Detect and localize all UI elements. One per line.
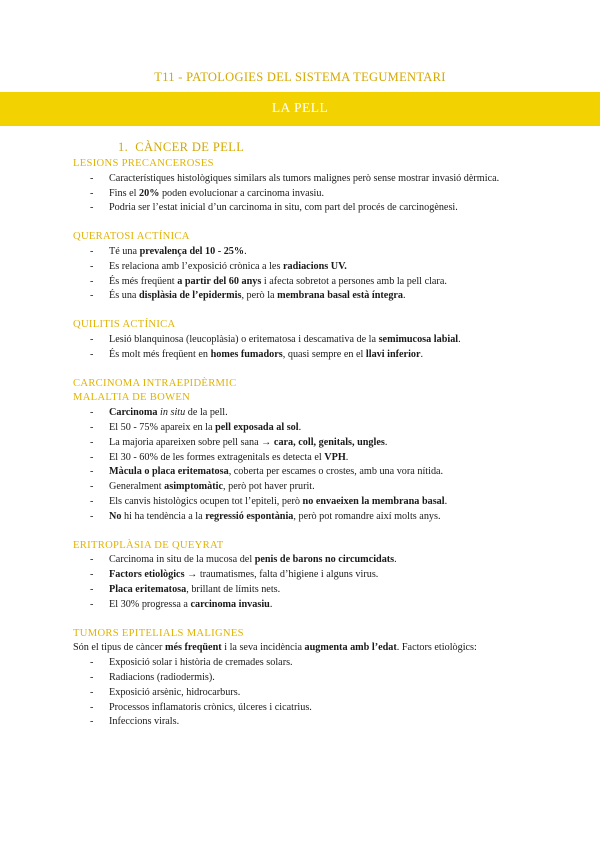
item-text: . <box>298 421 302 433</box>
item-italic: in situ <box>157 407 186 419</box>
item-text: . <box>444 495 448 507</box>
item-bold: displàsia de l’epidermis <box>139 290 242 302</box>
item-bold: penis de barons no circumcidats <box>254 554 395 566</box>
item-bold: asimptomàtic <box>164 481 224 493</box>
item-text: . <box>345 451 349 463</box>
list-item: - Fins el 20% poden evolucionar a carcinoma invasiu. <box>90 187 325 199</box>
item-bold: més freqüent <box>164 642 222 654</box>
item-text: Té una <box>109 245 140 257</box>
subheading-queratosi: QUERATOSI ACTÍNICA <box>73 231 190 243</box>
section-number: 1. <box>118 140 129 154</box>
subheading-tumors: TUMORS EPITELIALS MALIGNES <box>73 627 244 639</box>
list-item: - Generalment asimptomàtic, però pot haver prurit. <box>90 481 315 493</box>
item-text: , quasi sempre en el <box>282 348 366 360</box>
item-bold: Carcinoma <box>109 407 158 419</box>
item-text: La majoria apareixen sobre pell sana → <box>109 436 274 448</box>
item-bold: Factors etiològics <box>109 569 185 581</box>
list-item: - Es relaciona amb l’exposició crònica a les radiacions UV. <box>90 260 347 272</box>
list-item: - Característiques histològiques similars als tumors malignes però sense mostrar invasió dèrmica. <box>90 172 500 184</box>
item-bold: no envaeixen la membrana basal <box>302 495 445 507</box>
list-item: - És molt més freqüent en homes fumadors, quasi sempre en el llavi inferior. <box>90 348 424 360</box>
item-text: , coberta per escames o crostes, amb una vora nítida. <box>228 466 444 478</box>
list-item: - El 30 - 60% de les formes extragenitals es detecta el VPH. <box>90 451 349 463</box>
item-text: Radiacions (radiodermis). <box>109 671 215 683</box>
item-bold: homes fumadors <box>210 348 283 360</box>
item-text: Exposició solar i història de cremades solars. <box>109 657 293 669</box>
item-bold: semimucosa labial <box>378 333 459 345</box>
section-heading <box>118 140 244 155</box>
list-item: - Lesió blanquinosa (leucoplàsia) o eritematosa i descamativa de la semimucosa labial. <box>90 333 461 345</box>
item-bold: radiacions UV. <box>282 260 347 272</box>
subheading-bowen: MALALTIA DE BOWEN <box>73 392 191 404</box>
item-text: És una <box>109 290 139 302</box>
item-bold: VPH <box>324 451 346 463</box>
tumors-list <box>73 656 528 730</box>
document-body <box>73 157 528 730</box>
item-text: . <box>384 436 388 448</box>
item-text: El 50 - 75% apareix en la <box>109 421 216 433</box>
list-item: - No hi ha tendència a la regressió espontània, però pot romandre així molts anys. <box>90 510 441 522</box>
item-bold: pell exposada al sol <box>215 421 299 433</box>
list-item: - Exposició solar i història de cremades solars. <box>90 657 293 669</box>
item-text: És molt més freqüent en <box>109 348 211 360</box>
tumors-intro <box>73 641 528 656</box>
item-text: Podria ser l’estat inicial d’un carcinoma in situ, com part del procés de carcinogènesi. <box>109 202 458 214</box>
list-item: - Màcula o placa eritematosa, coberta per escames o crostes, amb una vora nítida. <box>90 466 444 478</box>
item-bold: cara, coll, genitals, ungles <box>273 436 385 448</box>
item-text: i la seva incidència <box>221 642 305 654</box>
item-text: Generalment <box>109 481 165 493</box>
list-item: - Factors etiològics → traumatismes, falta d’higiene i alguns virus. <box>90 569 379 581</box>
item-text: . <box>458 333 461 345</box>
item-text: El 30 - 60% de les formes extragenitals es detecta el <box>109 451 325 463</box>
item-text: . Factors etiològics: <box>396 642 477 654</box>
section-title: CÀNCER DE PELL <box>135 140 245 154</box>
item-text: , però la <box>241 290 278 302</box>
item-text: És més freqüent <box>109 275 178 287</box>
list-item: - El 30% progressa a carcinoma invasiu. <box>90 598 273 610</box>
list-item: - El 50 - 75% apareix en la pell exposada al sol. <box>90 421 302 433</box>
item-text: . <box>420 348 424 360</box>
list-item: - Carcinoma in situ de la mucosa del penis de barons no circumcidats. <box>90 554 397 566</box>
list-item: - Placa eritematosa, brillant de límits nets. <box>90 583 281 595</box>
list-item: - La majoria apareixen sobre pell sana → cara, coll, genitals, ungles. <box>90 436 388 448</box>
item-bold: prevalença del 10 - 25% <box>139 245 245 257</box>
item-text: . <box>269 598 273 610</box>
item-bold: a partir del 60 anys <box>177 275 262 287</box>
item-bold: 20% <box>139 187 160 199</box>
bowen-list <box>73 406 528 524</box>
subheading-carcinoma-intraepidermic: CARCINOMA INTRAEPIDÈRMIC <box>73 377 237 389</box>
list-item: - Radiacions (radiodermis). <box>90 671 215 683</box>
list-item: - És una displàsia de l’epidermis, però la membrana basal està íntegra. <box>90 290 406 302</box>
item-text: Característiques histològiques similars als tumors malignes però sense mostrar invasió dèrmica. <box>109 172 500 184</box>
item-text: de la pell. <box>185 407 228 419</box>
subheading-quilitis: QUILITIS ACTÍNICA <box>73 319 176 331</box>
item-text: Processos inflamatoris crònics, úlceres i cicatrius. <box>109 701 312 713</box>
document-title: T11 - PATOLOGIES DEL SISTEMA TEGUMENTARI <box>154 70 446 84</box>
list-item: - Carcinoma in situ de la pell. <box>90 407 228 419</box>
item-text: , però pot romandre així molts anys. <box>293 510 441 522</box>
item-text: . <box>244 245 247 257</box>
item-text: , però pot haver prurit. <box>223 481 315 493</box>
list-item: - Els canvis histològics ocupen tot l’epiteli, però no envaeixen la membrana basal. <box>90 495 448 507</box>
item-text: → traumatismes, falta d’higiene i alguns virus. <box>184 569 379 581</box>
lesions-list <box>73 172 528 216</box>
banner-label: LA PELL <box>271 100 329 115</box>
item-text: , brillant de límits nets. <box>186 583 281 595</box>
list-item: - Té una prevalença del 10 - 25%. <box>90 245 247 257</box>
item-bold: membrana basal està íntegra <box>277 290 404 302</box>
item-bold: carcinoma invasiu <box>190 598 270 610</box>
item-text: i afecta sobretot a persones amb la pell clara. <box>261 275 447 287</box>
item-text: Es relaciona amb l’exposició crònica a les <box>109 260 283 272</box>
item-text: Exposició arsènic, hidrocarburs. <box>109 686 241 698</box>
list-item: - Exposició arsènic, hidrocarburs. <box>90 686 241 698</box>
item-text: Són el tipus de càncer <box>73 642 165 654</box>
list-item: - Podria ser l’estat inicial d’un carcinoma in situ, com part del procés de carcinogènesi. <box>90 202 458 214</box>
item-text: Lesió blanquinosa (leucoplàsia) o eritematosa i descamativa de la <box>109 333 379 345</box>
item-bold: regressió espontània <box>205 510 294 522</box>
item-text: Infeccions virals. <box>109 716 180 728</box>
item-text: Els canvis histològics ocupen tot l’epiteli, però <box>109 495 303 507</box>
item-text: . <box>403 290 406 302</box>
item-bold: Placa eritematosa <box>109 583 187 595</box>
quilitis-list <box>73 333 528 363</box>
item-bold: Màcula o placa eritematosa <box>109 466 229 478</box>
item-bold: llavi inferior <box>365 348 421 360</box>
list-item: - Infeccions virals. <box>90 716 180 728</box>
list-item: - És més freqüent a partir del 60 anys i afecta sobretot a persones amb la pell clara. <box>90 275 447 287</box>
item-text: Carcinoma in situ de la mucosa del <box>109 554 255 566</box>
subheading-lesions: LESIONS PRECANCEROSES <box>73 158 214 169</box>
list-item: - Processos inflamatoris crònics, úlceres i cicatrius. <box>90 701 312 713</box>
item-text: Fins el <box>109 187 140 199</box>
item-bold: No <box>109 510 122 522</box>
queratosi-list <box>73 245 528 304</box>
queyrat-list <box>73 553 528 612</box>
subheading-queyrat: ERITROPLÀSIA DE QUEYRAT <box>73 539 224 551</box>
item-text: poden evolucionar a carcinoma invasiu. <box>159 187 325 199</box>
item-text: El 30% progressa a <box>109 598 191 610</box>
item-bold: augmenta amb l’edat <box>304 642 397 654</box>
item-text: . <box>394 554 397 566</box>
item-text: hi ha tendència a la <box>121 510 206 522</box>
